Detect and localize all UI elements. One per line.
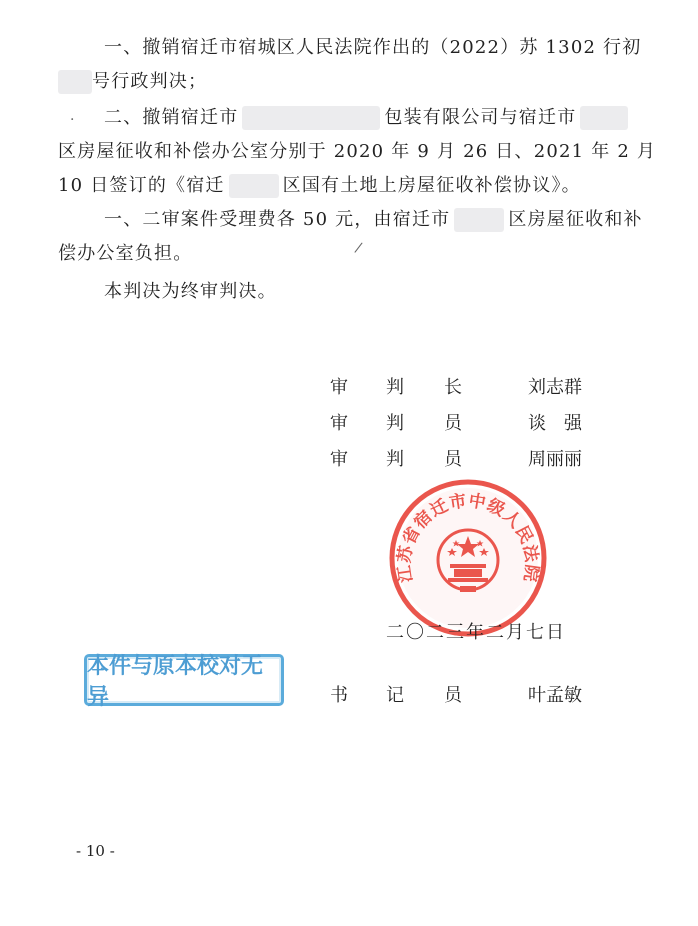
paragraph-2-line-1-text-b: 包装有限公司与宿迁市 — [384, 107, 577, 128]
signature-title-char: 审 — [330, 449, 348, 470]
copy-verified-stamp-text: 本件与原本校对无异 — [87, 654, 264, 710]
paragraph-1-line-1: 一、撤销宿迁市宿城区人民法院作出的（2022）苏 1302 行初 — [104, 37, 642, 58]
scan-mark: / — [353, 239, 364, 257]
judgment-date: 二〇二三年二月七日 — [386, 622, 566, 643]
signature-title-char: 审 — [330, 413, 348, 434]
signature-title-char: 书 — [330, 685, 348, 706]
redaction-block — [58, 70, 92, 94]
signature-name: 周丽丽 — [528, 449, 582, 470]
paragraph-1-line-2-text: 号行政判决； — [92, 71, 208, 92]
page-number: - 10 - — [76, 842, 115, 860]
paragraph-3-line-1-text-a: 一、二审案件受理费各 50 元，由宿迁市 — [104, 209, 451, 230]
paragraph-1-line-2 — [58, 70, 207, 94]
scan-mark: · — [70, 112, 75, 128]
signature-title-char: 审 — [330, 377, 348, 398]
signature-title-char: 长 — [444, 377, 462, 398]
court-seal — [388, 478, 548, 638]
signature-title-char: 员 — [444, 449, 462, 470]
signature-title-char: 判 — [386, 449, 404, 470]
signature-title-char: 记 — [386, 685, 404, 706]
paragraph-2-line-3-text-b: 区国有土地上房屋征收补偿协议》。 — [282, 175, 581, 196]
paragraph-2-line-1-text-a: 二、撤销宿迁市 — [104, 107, 239, 128]
signature-name: 谈 强 — [528, 413, 582, 434]
paragraph-3-line-1 — [104, 208, 643, 232]
signature-title-char: 判 — [386, 413, 404, 434]
paragraph-4: 本判决为终审判决。 — [104, 281, 277, 302]
signature-title-char: 判 — [386, 377, 404, 398]
paragraph-2-line-2: 区房屋征收和补偿办公室分别于 2020 年 9 月 26 日、2021 年 2 月 — [58, 141, 657, 162]
paragraph-2-line-1 — [104, 106, 628, 130]
redaction-block — [242, 106, 380, 130]
redaction-block — [229, 174, 279, 198]
svg-text:江苏省宿迁市中级人民法院: 江苏省宿迁市中级人民法院 — [394, 491, 542, 584]
paragraph-3-line-2: 偿办公室负担。 — [58, 243, 193, 264]
paragraph-2-line-3-text-a: 10 日签订的《宿迁 — [58, 175, 225, 196]
paragraph-2-line-3 — [58, 174, 581, 198]
copy-verified-stamp — [84, 654, 284, 710]
signature-name: 刘志群 — [528, 377, 582, 398]
redaction-block — [580, 106, 628, 130]
signature-title-char: 员 — [444, 413, 462, 434]
paragraph-3-line-1-text-b: 区房屋征收和补 — [508, 209, 643, 230]
redaction-block — [454, 208, 504, 232]
signature-title-char: 员 — [444, 685, 462, 706]
signature-name: 叶孟敏 — [528, 685, 582, 706]
